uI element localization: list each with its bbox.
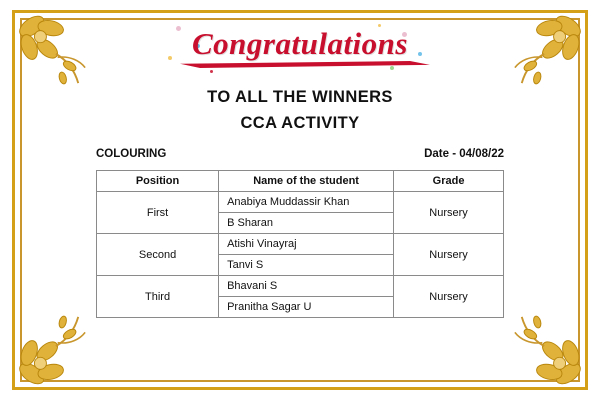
cell-position: First	[97, 192, 219, 234]
table-row	[97, 192, 504, 213]
meta-row	[96, 148, 504, 160]
cell-student-name: Tanvi S	[219, 255, 394, 276]
cell-student-name: Anabiya Muddassir Khan	[219, 192, 394, 213]
cell-student-name: Bhavani S	[219, 276, 394, 297]
cell-position: Third	[97, 276, 219, 318]
column-header-position: Position	[97, 171, 219, 192]
cell-grade: Nursery	[394, 192, 504, 234]
subtitle-activity: CCA ACTIVITY	[240, 114, 360, 132]
table-row	[97, 234, 504, 255]
cell-position: Second	[97, 234, 219, 276]
subtitle-winners: TO ALL THE WINNERS	[207, 88, 393, 106]
winners-table-wrapper	[96, 170, 504, 318]
winners-table	[96, 170, 504, 318]
cell-student-name: B Sharan	[219, 213, 394, 234]
cell-student-name: Atishi Vinayraj	[219, 234, 394, 255]
table-row	[97, 276, 504, 297]
cell-grade: Nursery	[394, 234, 504, 276]
column-header-grade: Grade	[394, 171, 504, 192]
activity-label: COLOURING	[96, 148, 167, 160]
certificate-header	[0, 22, 600, 133]
cell-grade: Nursery	[394, 276, 504, 318]
congratulations-title: Congratulations	[166, 22, 434, 70]
confetti-dot	[210, 70, 213, 73]
column-header-name: Name of the student	[219, 171, 394, 192]
table-header-row	[97, 171, 504, 192]
date-label: Date - 04/08/22	[424, 148, 504, 160]
cell-student-name: Pranitha Sagar U	[219, 297, 394, 318]
